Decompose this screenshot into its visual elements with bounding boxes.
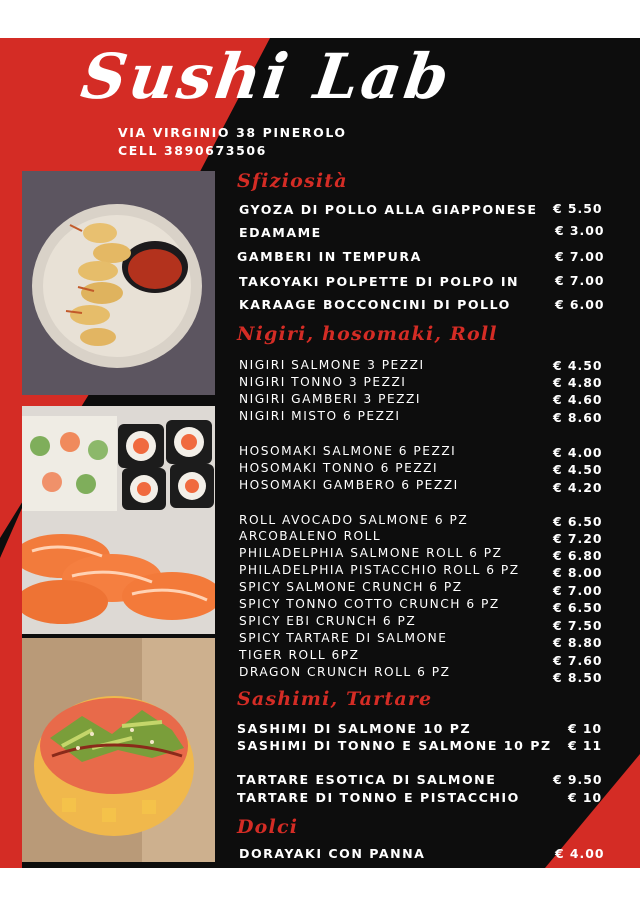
menu-poster [0, 38, 640, 868]
menu-item: DRAGON CRUNCH ROLL 6 PZ [239, 665, 451, 679]
tartare-photo [22, 638, 215, 862]
section-title-dolci: Dolci [237, 816, 299, 838]
menu-item: GAMBERI IN TEMPURA [237, 249, 422, 264]
menu-item: TIGER ROLL 6PZ [239, 648, 360, 662]
menu-price: € 7.50 [553, 618, 603, 633]
gyoza-photo [22, 171, 215, 395]
menu-item: HOSOMAKI GAMBERO 6 PEZZI [239, 478, 459, 492]
menu-item: NIGIRI GAMBERI 3 PEZZI [239, 392, 421, 406]
menu-price: € 7.00 [555, 249, 605, 264]
menu-item: HOSOMAKI SALMONE 6 PEZZI [239, 444, 457, 458]
menu-item: TARTARE ESOTICA DI SALMONE [237, 772, 497, 787]
menu-price: € 6.50 [553, 600, 603, 615]
menu-item: ARCOBALENO ROLL [239, 529, 382, 543]
section-title-nigiri: Nigiri, hosomaki, Roll [237, 323, 498, 345]
menu-item: NIGIRI TONNO 3 PEZZI [239, 375, 407, 389]
menu-price: € 4.60 [553, 392, 603, 407]
menu-price: € 8.50 [553, 670, 603, 685]
menu-price: € 6.50 [553, 514, 603, 529]
menu-item: SASHIMI DI SALMONE 10 PZ [237, 721, 472, 736]
menu-price: € 3.00 [555, 223, 605, 238]
menu-item: SPICY SALMONE CRUNCH 6 PZ [239, 580, 463, 594]
menu-price: € 7.60 [553, 653, 603, 668]
menu-price: € 4.00 [555, 846, 605, 861]
menu-price: € 4.80 [553, 375, 603, 390]
menu-price: € 7.00 [555, 273, 605, 288]
menu-price: € 11 [568, 738, 603, 753]
menu-item: ROLL AVOCADO SALMONE 6 PZ [239, 513, 469, 527]
menu-price: € 4.00 [553, 445, 603, 460]
menu-item: PHILADELPHIA SALMONE ROLL 6 PZ [239, 546, 503, 560]
menu-price: € 9.50 [553, 772, 603, 787]
menu-price: € 7.20 [553, 531, 603, 546]
menu-item: DORAYAKI CON PANNA [239, 846, 426, 861]
menu-price: € 7.00 [553, 583, 603, 598]
menu-price: € 10 [568, 721, 603, 736]
menu-item: TARTARE DI TONNO E PISTACCHIO [237, 790, 520, 805]
menu-price: € 4.50 [553, 462, 603, 477]
menu-price: € 4.20 [553, 480, 603, 495]
menu-price: € 10 [568, 790, 603, 805]
menu-item: GYOZA DI POLLO ALLA GIAPPONESE [239, 202, 538, 217]
menu-item: HOSOMAKI TONNO 6 PEZZI [239, 461, 439, 475]
section-title-sfiziosita: Sfiziosità [237, 170, 348, 192]
menu-price: € 6.80 [553, 548, 603, 563]
restaurant-title: Sushi Lab [76, 40, 457, 113]
menu-price: € 4.50 [553, 358, 603, 373]
menu-price: € 5.50 [553, 201, 603, 216]
menu-item: SPICY EBI CRUNCH 6 PZ [239, 614, 417, 628]
menu-item: SPICY TARTARE DI SALMONE [239, 631, 448, 645]
menu-price: € 8.00 [553, 565, 603, 580]
menu-item: NIGIRI MISTO 6 PEZZI [239, 409, 401, 423]
menu-item: EDAMAME [239, 225, 322, 240]
menu-item: SPICY TONNO COTTO CRUNCH 6 PZ [239, 597, 500, 611]
menu-item: TAKOYAKI POLPETTE DI POLPO IN [239, 274, 520, 289]
sushi-rolls-nigiri-photo [22, 406, 215, 634]
menu-price: € 8.60 [553, 410, 603, 425]
menu-item: KARAAGE BOCCONCINI DI POLLO [239, 297, 511, 312]
menu-item: SASHIMI DI TONNO E SALMONE 10 PZ [237, 738, 552, 753]
menu-item: NIGIRI SALMONE 3 PEZZI [239, 358, 425, 372]
address: VIA VIRGINIO 38 PINEROLO [118, 125, 347, 140]
menu-price: € 8.80 [553, 635, 603, 650]
menu-item: PHILADELPHIA PISTACCHIO ROLL 6 PZ [239, 563, 520, 577]
phone: CELL 3890673506 [118, 143, 267, 158]
section-title-sashimi: Sashimi, Tartare [237, 688, 433, 710]
menu-price: € 6.00 [555, 297, 605, 312]
